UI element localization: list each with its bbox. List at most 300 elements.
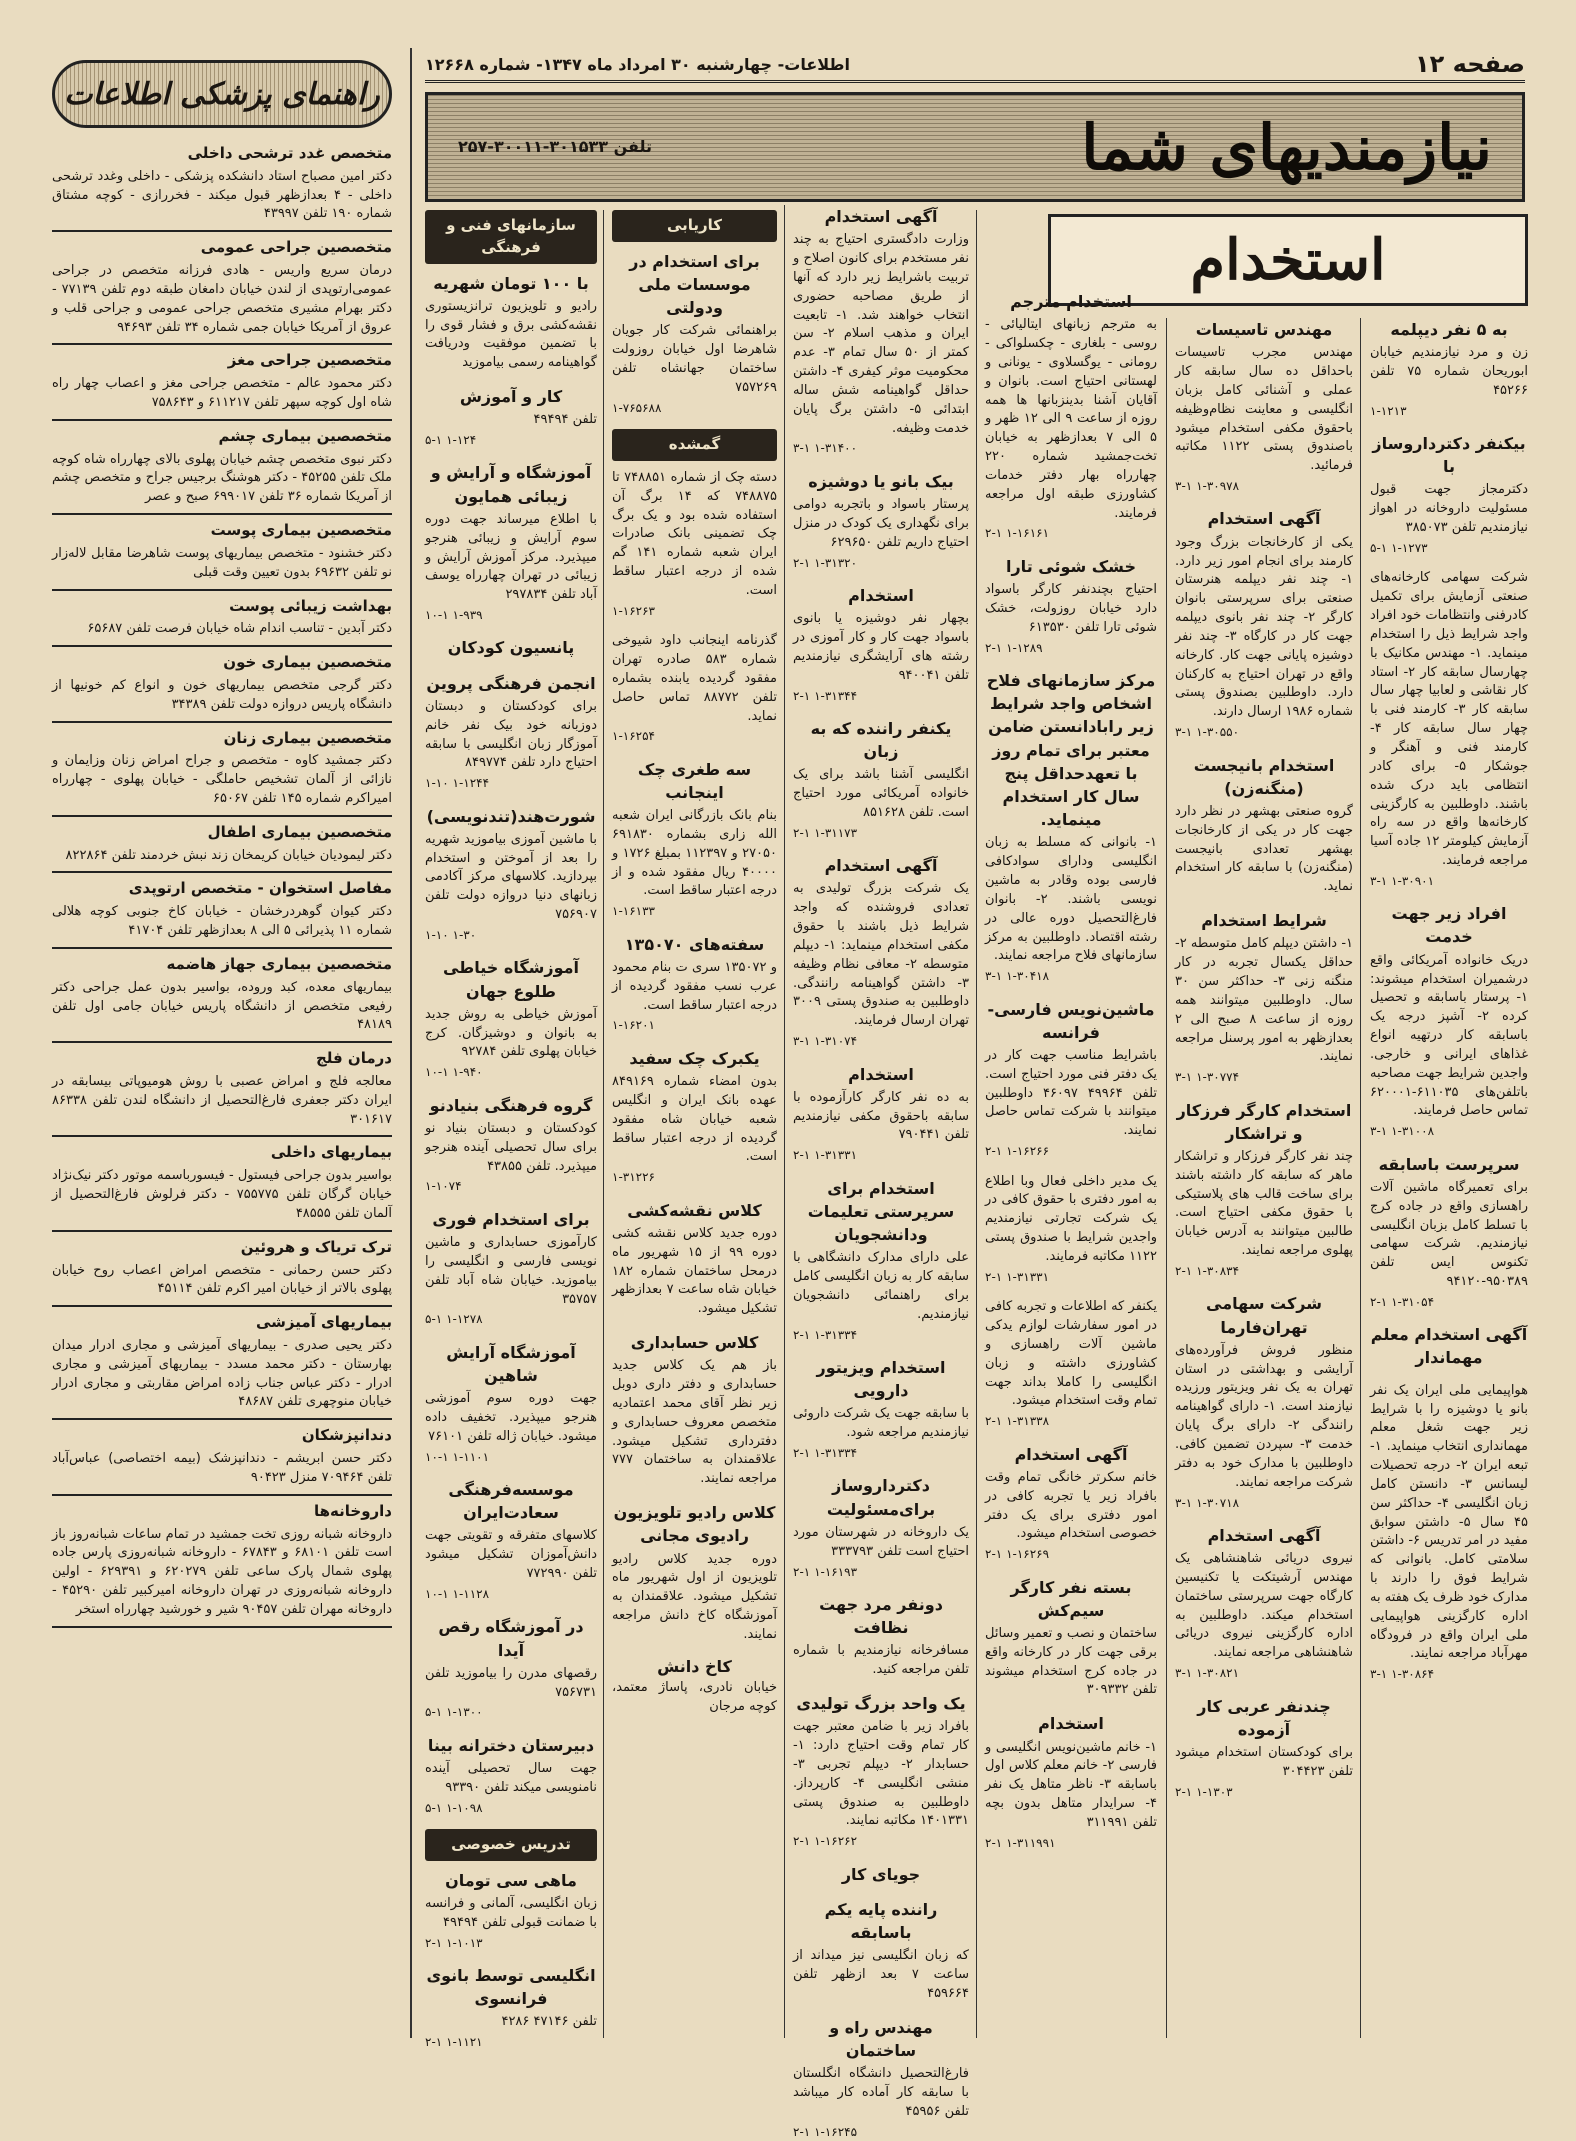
guide-entry [52, 723, 392, 817]
classified-ad [793, 1356, 969, 1462]
ad-title: آگهی استخدام [1014, 1444, 1128, 1464]
guide-entry [52, 1420, 392, 1495]
ad-code: ۱-۹۳۹ ۱۰-۱ [425, 608, 483, 623]
ad-title: برای استخدام در موسسات ملی ودولتی [629, 251, 760, 318]
ad-title: راننده پایه یکم باسابقه [824, 1899, 938, 1942]
guide-entry-body: دکتر لیمودیان خیابان کریمخان زند نبش خردمند تلفن ۸۲۲۸۶۴ [65, 847, 392, 863]
ad-body: یک داروخانه در شهرستان مورد احتیاج است تلفن ۳۳۳۷۹۳ [793, 1524, 969, 1559]
classified-ad [1370, 1153, 1528, 1312]
ad-body: گذرنامه اینجانب داود شیوخی شماره ۵۸۳ صادره تهران مفقود گردیده یابنده بشماره تلفن ۸۸۷۷۲ تماس حاصل نماید. [612, 633, 778, 724]
classified-ad [612, 758, 777, 921]
classified-ad [1370, 569, 1528, 890]
ad-body: یکنفر که اطلاعات و تجربه کافی در امور سفارشات لوازم یدکی ماشین آلات راهسازی و کشاورزی داشته و زبان انگلیسی را کاملا بداند جهت تمام وقت استخدام میشود. [985, 1299, 1157, 1409]
classified-ad [425, 1478, 597, 1603]
guide-entry-title: متخصصین جراحی عمومی [200, 238, 392, 257]
classified-ad [425, 1341, 597, 1466]
ad-title: استخدام کارگر فرزکار و تراشکار [1176, 1100, 1352, 1143]
ad-title: یک واحد بزرگ تولیدی [796, 1693, 966, 1713]
ad-title: کلاس حسابداری [630, 1333, 759, 1353]
ad-body: دسته چک از شماره ۷۴۸۸۵۱ تا ۷۴۸۸۷۵ که ۱۴ برگ آن استفاده شده بود و یک برگ چک تضمینی بانک صادرات ایران شعبه شماره ۱۴۱ گم شده از درجه اعتبار ساقط است. [612, 469, 778, 598]
ad-title: ماهی سی تومان [445, 1870, 577, 1890]
ad-title: جویای کار [841, 1864, 921, 1884]
guide-entry-title: متخصصین بیماری اطفال [207, 822, 392, 841]
ad-code: ۱-۱۲۸۹ ۲-۱ [985, 640, 1043, 655]
column-1 [1370, 318, 1528, 2038]
section-tab: سازمانهای فنی و فرهنگی [425, 210, 597, 264]
ad-title: آموزشگاه آرایش شاهین [446, 1342, 576, 1385]
ad-code: ۱-۳۱۰۵۴ ۲-۱ [1370, 1294, 1435, 1309]
guide-entry-body: دکتر جمشید کاوه - متخصص و جراح امراض زنان وزایمان و نازائی از آلمان تشخیص حاملگی - خیابان پهلوی - چهارراه امیراکرم شماره ۱۴۵ تلفن ۶۵۰۶۷ [52, 753, 392, 807]
ad-code: ۱-۳۰ ۱-۱۰ [425, 928, 477, 943]
classified-ad [612, 1657, 777, 1717]
ad-title: دونفر مرد جهت نظافت [819, 1594, 943, 1638]
ad-body: رقصهای مدرن را بیاموزید تلفن ۷۵۶۷۳۱ [425, 1665, 597, 1700]
ad-body: کارآموزی حسابداری و ماشین نویسی فارسی و انگلیسی را بیاموزید. خیابان شاه آباد تلفن ۳۵۷۵۷ [425, 1235, 597, 1307]
classified-ad [425, 805, 597, 945]
guide-entry-title: مفاصل استخوان - متخصص ارتوپدی [128, 879, 392, 898]
ad-title: چندنفر عربی کار آزموده [1197, 1696, 1331, 1739]
guide-entry [52, 873, 392, 948]
ad-body: مسافرخانه نیازمندیم با شماره تلفن مراجعه کنید. [793, 1643, 969, 1678]
ad-code: ۱-۳۱۱۹۹۱ ۲-۱ [985, 1835, 1056, 1850]
page-number: صفحه ۱۲ [1415, 50, 1525, 78]
ad-title: استخدام بانیجست (منگنه‌زن) [1193, 755, 1335, 798]
ad-title: شرکت سهامی تهران‌فارما [1206, 1294, 1322, 1337]
banner-phone: تلفن ۳۰۱۵۳۳-۳۰۰۱۱-۲۵۷ [458, 137, 653, 157]
classified-ad [793, 1474, 969, 1580]
ad-code: ۱-۱۲۴۴ ۱-۱۰ [425, 776, 490, 791]
ad-body: خانم سکرتر خانگی تمام وقت بافراد زیر یا تجربه کافی در امور دفتری برای یک دفتر خصوصی استخدام میشود. [985, 1469, 1157, 1542]
classified-ad [612, 933, 777, 1035]
guide-entry-body: داروخانه شبانه روزی تخت جمشید در تمام ساعات شبانه‌روز باز است تلفن ۶۸۱۰۱ و ۶۷۸۴۳ - داروخانه شبانه‌روزی پارس جاده پهلوی شمال پارک ساعی تلفن ۶۲۰۲۷۹ و ۶۲۹۳۹۱ - اولین داروخانه شبانه‌روزی در تهران داروخانه امیرکبیر تلفن ۴۵۲۹۰ - داروخانه مهران تلفن ۹۰۴۵۷ شیر و خورشید چهارراه استخر [52, 1526, 393, 1617]
ad-code: ۱-۱۶۲۶۲ ۲-۱ [793, 1834, 858, 1849]
classified-ad [793, 1692, 969, 1851]
ad-body: نیروی دریائی شاهنشاهی یک مهندس آرشیتکت یا تکنیسین کارگاه جهت سرپرستی ساختمان استخدام میکند. داوطلبین به اداره کارگزینی نیروی دریائی شاهنشاهی مراجعه نمایند. [1175, 1551, 1353, 1661]
ad-title: یکبرک چک سفید [629, 1048, 760, 1068]
guide-entry-title: بهداشت زیبائی پوست [229, 596, 392, 615]
classified-ad [425, 1615, 597, 1721]
ad-code: ۱-۹۴۰ ۱۰-۱ [425, 1065, 483, 1080]
ad-title: موسسه‌فرهنگی سعادت‌ایران [448, 1480, 574, 1523]
ad-title: در آموزشگاه رقص آیدا [438, 1617, 584, 1660]
section-tab: گمشده [612, 429, 777, 461]
medical-guide-title: راهنمای پزشکی اطلاعات [52, 60, 392, 128]
ad-title: گروه فرهنگی بنیادنو [429, 1095, 593, 1115]
classified-ad [793, 205, 969, 458]
ad-title: شرایط استخدام [1201, 911, 1327, 931]
ad-body: تلفن ۴۷۱۴۶ ۴۲۸۶ [501, 2014, 597, 2030]
ad-code: ۱-۳۱۲۲۶ [612, 1170, 656, 1185]
guide-entry-title: بیماریهای داخلی [270, 1143, 392, 1162]
ad-code: ۱-۱۶۲۶۹ ۲-۱ [985, 1547, 1050, 1562]
ad-title: استخدام [848, 1064, 914, 1084]
ad-title: انجمن فرهنگی پروین [426, 673, 596, 693]
ad-code: ۱-۳۰۷۱۸ ۳-۱ [1175, 1495, 1240, 1510]
guide-entry-body: دکتر کیوان گوهردرخشان - خیابان کاخ جنوبی کوچه هلالی شماره ۱۱ پذیرائی ۵ الی ۸ بعدازظهر تلفن ۴۱۷۰۴ [52, 904, 392, 939]
guide-entry-title: متخصصین بیماری جهاز هاضمه [166, 954, 392, 973]
ad-code: ۱-۱۲۷۸ ۵-۱ [425, 1312, 483, 1327]
classified-ad [1370, 318, 1528, 420]
guide-entry-title: متخصصین بیماری پوست [210, 521, 392, 540]
ad-code: ۱-۳۰۹۰۱ ۳-۱ [1370, 873, 1435, 888]
ad-code: ۱-۳۱۱۷۳ ۲-۱ [793, 825, 858, 840]
ad-title: مرکز سازمانهای فلاح اشخاص واجد شرایط زیر رابادانستن ضامن معتبر برای تمام روز با تعهدحداقل پنج سال کار استخدام مینماید. [986, 670, 1156, 830]
classified-ad [425, 1094, 597, 1196]
ad-code: ۱-۱۱۲۱ ۲-۱ [425, 2035, 483, 2050]
ad-title: یکنفر راننده که به زبان [810, 718, 952, 762]
ad-title: کار و آموزش [459, 387, 563, 407]
guide-entry [52, 1307, 392, 1420]
issue-info: اطلاعات- چهارشنبه ۳۰ امرداد ماه ۱۳۴۷- شماره ۱۲۶۶۸ [425, 54, 850, 74]
ad-code: ۱-۱۶۲۶۳ [612, 603, 656, 618]
guide-entry-title: ترک تریاک و هروئین [240, 1237, 392, 1256]
ad-body: گروه صنعتی بهشهر در نظر دارد جهت کار در یکی از کارخانجات بهشهر تعدادی بانیجست (منگنه‌زن) با سابقه کار استخدام نماید. [1175, 803, 1353, 895]
classified-ad [985, 1173, 1157, 1287]
banner-title: نیازمندیهای شما [1081, 110, 1492, 184]
guide-entry [52, 138, 392, 232]
ad-title: آگهی استخدام معلم مهماندار [1370, 1325, 1528, 1368]
ad-body: انگلیسی آشنا باشد برای یک خانواده آمریکائی مورد احتیاج است. تلفن ۸۵۱۶۲۸ [793, 767, 969, 820]
guide-entry-body: درمان سریع واریس - هادی فرزانه متخصص در جراحی عمومی‌ارتوپدی از لندن خیابان دامغان طبقه دوم تلفن ۷۷۱۳۹ - دکتر بهرام مشیری متخصص جراحی عمومی و جراحی قلب و عروق از آمریکا خیابان جمی شماره ۳۴ تلفن ۹۴۶۹۳ [52, 263, 392, 335]
ad-body: آموزش خیاطی به روش جدید به بانوان و دوشیزگان. کرج خیابان پهلوی تلفن ۹۲۷۸۴ [425, 1006, 597, 1060]
ad-body: ۱- خانم ماشین‌نویس انگلیسی و فارسی ۲- خانم معلم کلاس اول باسابقه ۳- ناظر متاهل یک نفر ۴- سرایدار متاهل بدون بچه تلفن ۳۱۱۹۹۱ [985, 1739, 1157, 1830]
ad-code: ۱-۳۰۸۳۴ ۲-۱ [1175, 1264, 1240, 1279]
guide-entry-body: دکتر خشنود - متخصص بیماریهای پوست شاهرضا مقابل لاله‌زار نو تلفن ۶۹۶۳۲ بدون تعیین وقت قبلی [52, 545, 392, 580]
ad-title: آگهی استخدام [824, 856, 938, 876]
ad-title: مهندس راه و ساختمان [829, 2017, 933, 2060]
ad-title: شورت‌هند(تندنویسی) [426, 806, 596, 826]
ad-code: ۱-۱۶۱۳۳ [612, 904, 656, 919]
classified-ad [612, 1047, 777, 1187]
ad-code: ۱-۱۳۰۳ ۲-۱ [1175, 1784, 1233, 1799]
ad-code: ۱-۳۱۳۳۸ ۲-۱ [985, 1414, 1050, 1429]
classified-ad [612, 632, 777, 746]
guide-entry-body: معالجه فلج و امراض عصبی با روش هومیوپاتی بیسابقه در ایران دکتر جعفری فارغ‌التحصیل از دانشگاه لندن تلفن ۸۶۳۳۸ ۳۰۱۶۱۷ [52, 1073, 392, 1127]
ad-title: آگهی استخدام [824, 207, 938, 226]
guide-entry-title: متخصص غدد ترشحی داخلی [187, 144, 392, 162]
guide-entry [52, 817, 392, 874]
ad-body: که زبان انگلیسی نیز میداند از ساعت ۷ بعد ازظهر تلفن ۴۵۹۶۶۴ [793, 1948, 969, 2001]
guide-entry-title: متخصصین بیماری زنان [223, 728, 392, 747]
classified-ad [1175, 754, 1353, 898]
ad-code: ۱-۱۶۲۵۴ [612, 729, 656, 744]
ad-code: ۱-۳۰۸۶۴ ۳-۱ [1370, 1667, 1435, 1682]
ad-title: آگهی استخدام [1207, 509, 1321, 529]
guide-entry-body: دکتر حسن رحمانی - متخصص امراض اعصاب روح خیابان پهلوی بالاتر از خیابان امیر اکرم تلفن ۴۵۱۱۴ [52, 1262, 392, 1297]
ad-code: ۱-۱۲۴ ۵-۱ [425, 433, 477, 448]
guide-entry-title: متخصصین بیماری خون [223, 653, 392, 672]
ad-body: ۱- داشتن دیپلم کامل متوسطه ۲- حداقل یکسال تجربه در کار منگنه زنی ۳- حداکثر سن ۳۰ سال. داوطلبین میتوانند همه روزه از ساعت ۸ صبح الی ۲ بعدازظهر به امور پرسنل مراجعه نمایند. [1175, 936, 1353, 1065]
ad-title: سه طغری چک اینجانب [637, 759, 752, 802]
ad-body: فارغ‌التحصیل دانشگاه انگلستان با سابقه کار آماده کار میباشد تلفن ۴۵۹۵۶ [793, 2066, 969, 2119]
ad-code: ۱-۳۱۳۳۴ ۲-۱ [793, 1446, 858, 1461]
ad-body: جهت سال تحصیلی آینده نامنویسی میکند تلفن ۹۳۳۹۰ [425, 1761, 597, 1795]
ad-code: ۱-۱۱۰۱ ۱۰-۱ [425, 1449, 490, 1464]
classified-ad [612, 1501, 777, 1645]
classified-ad [1370, 1382, 1528, 1684]
ad-title: خشک شوئی تارا [1005, 556, 1136, 576]
ad-body: با سابقه جهت یک شرکت داروئی نیازمندیم مراجعه شود. [793, 1406, 969, 1441]
classified-ad [793, 2016, 969, 2141]
classified-ad [425, 672, 597, 793]
classified-ad [425, 1734, 597, 1817]
ad-body: باشرایط مناسب جهت کار در یک دفتر فنی مورد احتیاج است. تلفن ۴۹۹۶۴ ۴۶۰۹۷ داوطلبین میتوانند با شرکت تماس حاصل نمایند. [985, 1047, 1158, 1139]
classified-ad [985, 1576, 1157, 1701]
guide-entry [52, 591, 392, 648]
ad-title: افراد زیر جهت خدمت [1391, 904, 1507, 947]
ad-body: باز هم یک کلاس جدید حسابداری و دفتر داری دوبل زیر نظر آقای محمد اعتمادیه متخصص معروف حسابداری و دفترداری تشکیل میشود. علاقمندان به ساختمان ۷۷۷ مراجعه نمایند. [612, 1358, 777, 1487]
guide-entry-title: متخصصین جراحی مغز [227, 351, 392, 370]
ad-code: ۱-۱۰۷۴ [425, 1179, 462, 1194]
ad-body: ۱- بانوانی که مسلط به زبان انگلیسی ودارای سوادکافی فارسی بوده وقادر به ماشین نویسی باشند. ۲- بانوان فارغ‌التحصیل دوره عالی در رشته اقتصاد. داوطلبین به مرکز سازمانهای فلاح مراجعه نمایند. [985, 835, 1157, 964]
classified-ad [612, 469, 777, 620]
classified-ad [985, 1298, 1157, 1430]
section-tab: تدریس خصوصی [425, 1829, 597, 1861]
guide-entry-body: دکتر حسن ابریشم - دندانپزشک (بیمه اختصاصی) عباس‌آباد تلفن ۷۰۹۴۶۴ منزل ۹۰۴۲۳ [52, 1451, 392, 1485]
guide-entry-body: دکتر آبدین - تناسب اندام شاه خیابان فرصت تلفن ۶۵۶۸۷ [87, 621, 392, 637]
ad-code: ۱-۳۱۳۳۴ ۲-۱ [793, 1327, 858, 1342]
ad-title: ماشین‌نویس فارسی-فرانسه [987, 999, 1155, 1042]
ad-body: منظور فروش فرآورده‌های آرایشی و بهداشتی در استان تهران به یک نفر ویزیتور ورزیده نیازمند است. ۱- دارای گواهینامه رانندگی ۲- دارای برگ پایان خدمت ۳- سپردن تضمین کافی. داوطلبین با مدارک خود به دفتر شرکت مراجعه نمایند. [1175, 1342, 1353, 1490]
ad-body: برای کودکستان و دبستان دوزبانه خود بیک نفر خانم آموزگار زبان انگلیسی با سابقه احتیاج دارد تلفن ۸۴۹۷۷۴ [425, 698, 597, 771]
classified-ad [793, 1063, 969, 1165]
classified-ad [793, 1898, 969, 2004]
ad-body: به ده نفر کارگر کارآزموده با سابقه باحقوق مکفی نیازمندیم تلفن ۷۹۰۴۴۱ [793, 1089, 969, 1143]
ad-title: استخدام مترجم [1010, 292, 1132, 311]
guide-entry-title: دندانپزشکان [301, 1426, 392, 1445]
ad-body: احتیاج بچندنفر کارگر باسواد دارد خیابان روزولت، خشک شوئی تارا تلفن ۶۱۳۵۳۰ [985, 582, 1157, 635]
ad-title: آموزشگاه خیاطی طلوع جهان [442, 958, 580, 1001]
guide-entry [52, 647, 392, 722]
classified-ad [425, 636, 597, 659]
column-4 [793, 205, 970, 2139]
ad-code: ۱-۷۶۵۶۸۸ [612, 400, 662, 415]
employment-section-title: استخدام [1048, 214, 1528, 306]
ad-code: ۱-۱۶۲۰۱ [612, 1018, 656, 1033]
ad-body: هواپیمایی ملی ایران یک نفر بانو یا دوشیزه را با شرایط زیر جهت شغل معلم مهمانداری انتخاب مینماید. ۱- تبعه ایران ۲- درجه تحصیلات لیسانس ۳- دانستن کامل زبان انگلیسی ۴- حداکثر سن ۴۵ سال ۵- داشتن سوابق مفید در امر تدریس ۶- داشتن سلامتی کامل. بانوانی که شرایط فوق را دارند با مدارک خود ظرف یک هفته به اداره کارگزینی هواپیمایی ملی ایران واقع در فرودگاه مهرآباد مراجعه نمایند. [1370, 1382, 1529, 1662]
classified-ad [1175, 909, 1353, 1086]
ad-body: کلاسهای متفرقه و تقویتی جهت دانش‌آموزان تشکیل میشود تلفن ۷۷۲۹۹۰ [425, 1528, 597, 1582]
classified-ad [425, 1964, 597, 2052]
classified-ad [793, 1177, 969, 1344]
ad-body: دوره جدید کلاس رادیو تلویزیون از اول شهریور ماه تشکیل میشود. علاقمندان به آموزشگاه کاخ دانش مراجعه نمایند. [612, 1551, 777, 1642]
classified-ad [985, 669, 1157, 986]
ad-title: دکترداروساز برای‌مسئولیت [826, 1476, 936, 1519]
ad-title: سفته‌های ۱۳۵۰۷۰ [624, 934, 765, 954]
ad-body: جهت دوره سوم آموزشی هنرجو میپذیرد. تخفیف داده میشود. خیابان ژاله تلفن ۷۶۱۰۱ [425, 1391, 597, 1444]
guide-entry-body: بواسیر بدون جراحی فیستول - فیسورباسمه موتور دکتر نیک‌نژاد خیابان گرگان تلفن ۷۵۵۷۷۵ - دکتر فرلوش فارغ‌التحصیل از آلمان تلفن ۴۸۵۵۵ [52, 1168, 392, 1221]
classified-ad [985, 998, 1157, 1161]
guide-entry-title: متخصصین بیماری چشم [218, 426, 392, 445]
classified-ad [612, 1199, 777, 1319]
ad-code: ۱-۱۱۲۸ ۱۰-۱ [425, 1586, 490, 1601]
medical-guide [52, 138, 392, 2038]
ad-code: ۱-۳۰۸۲۱ ۳-۱ [1175, 1666, 1240, 1681]
ad-code: ۱-۳۰۹۷۸ ۳-۱ [1175, 479, 1240, 494]
ad-body: مهندس مجرب تاسیسات باحداقل ده سال سابقه کار عملی و آشنائی کامل بزبان انگلیسی و معاینت نظام‌وظیفه باحقوق مکفی استخدام میشود باصندوق پستی ۱۱۲۲ مکاتبه فرمائید. [1175, 345, 1353, 474]
guide-entry-body: بیماریهای معده، کبد وروده، بواسیر بدون عمل جراحی دکتر رفیعی متخصص از دانشگاه پاریس خیابان جامی اول تلفن ۴۸۱۸۹ [52, 979, 392, 1033]
ad-code: ۱-۱۲۷۳ ۵-۱ [1370, 541, 1428, 556]
ad-code: ۱-۳۱۳۳۱ ۲-۱ [985, 1269, 1050, 1284]
classified-ad [793, 1863, 969, 1886]
ad-body: ساختمان و نصب و تعمیر وسائل برقی جهت کار در کارخانه واقع در جاده کرج استخدام میشوند تلفن ۳۰۹۳۳۲ [985, 1625, 1157, 1698]
classified-ad [425, 272, 597, 374]
guide-entry-body: دکتر یحیی صدری - بیماریهای آمیزشی و مجاری ادرار میدان بهارستان - دکتر محمد مسدد - بیماریهای آمیزشی و مجاری ادرار - دکتر عباس جناب زاده امراض مقاربتی و مجاری ادرار خیابان منوچهری تلفن ۴۸۶۸۷ [52, 1337, 392, 1410]
ad-title: انگلیسی توسط بانوی فرانسوی [426, 1966, 596, 2009]
ad-title: کلاس رادیو تلویزیون رادیوی مجانی [613, 1503, 776, 1546]
guide-entry-body: دکتر محمود عالم - متخصص جراحی مغز و اعصاب چهار راه شاه اول کوچه سپهر تلفن ۶۱۱۲۱۷ و ۷۵۸۶۴۳ [52, 376, 392, 410]
ad-body: یک شرکت بزرگ تولیدی به تعدادی فروشنده که واجد شرایط ذیل باشند با حقوق مکفی استخدام مینماید: ۱- دیپلم متوسطه ۲- معافی نظام وظیفه ۳- داشتن گواهینامه رانندگی. داوطلبین به صندوق پستی ۳۰۰۹ تهران ارسال فرمایند. [793, 881, 970, 1029]
ad-code: ۱-۱۶۱۹۳ ۲-۱ [793, 1564, 858, 1579]
classified-ad [425, 956, 597, 1081]
section-tab: کاریابی [612, 210, 777, 242]
guide-entry-body: دکتر نبوی متخصص چشم خیابان پهلوی بالای چهارراه شاه کوچه ملک تلفن ۴۵۲۵۵ - دکتر هوشنگ برجیس جراح و متخصص چشم از آمریکا شماره ۳۶ تلفن ۶۹۹۰۱۷ صبح و عصر [52, 451, 392, 505]
ad-code: ۱-۳۱۴۰۰ ۳-۱ [793, 441, 858, 456]
classified-ad [793, 717, 969, 842]
classified-ad [985, 1443, 1157, 1564]
ad-body: یک مدیر داخلی فعال وبا اطلاع به امور دفتری با حقوق کافی در یک شرکت تجارتی نیازمندیم واجدین شرایط با صندوق پستی ۱۱۲۲ مکاتبه فرمایند. [985, 1173, 1157, 1264]
ad-body: شرکت سهامی کارخانه‌های صنعتی آزمایش برای تکمیل کادرفنی وانتظامات خود افراد واجد شرایط ذیل را استخدام مینماید. ۱- مهندس مکانیک با چهارسال سابقه کار ۲- استاد کار نقاشی و لعابیا چهار سال سابقه کار ۳- کارمند فنی با چهار سال سابقه کار ۴- کارمند فنی و آهنگر و جوشکار ۵- برای کادر انتظامی باید درک شده باشند. داوطلبین به کارگزینی کارخانه‌ها واقع در سه راه آزمایش کیلومتر ۱۲ جاده آسیا مراجعه فرمایند. [1370, 570, 1529, 869]
ad-code: ۱-۱۶۲۴۵ ۲-۱ [793, 2124, 858, 2139]
ad-title: استخدام [848, 585, 914, 605]
ad-body: بافراد زیر با ضامن معتبر جهت کار تمام وقت احتیاج دارد: ۱- حسابدار ۲- دیپلم تجربی ۳- منشی انگلیسی ۴- کارپرداز. داوطلبین به صندوق پستی ۱۴۰۱۳۳۱ مکاتبه نمایند. [793, 1719, 969, 1829]
ad-title: آگهی استخدام [1207, 1525, 1321, 1545]
ad-code: ۱-۳۰۷۷۴ ۳-۱ [1175, 1070, 1240, 1085]
ad-body: با اطلاع میرساند جهت دوره سوم آرایش و زیبائی هنرجو میپذیرد. مرکز آموزش آرایش و زیبائی در تهران چهارراه یوسف آباد تلفن ۲۹۷۸۳۴ [425, 511, 597, 603]
ad-body: بچهار نفر دوشیزه یا بانوی باسواد جهت کار و کار آموزی در رشته های آرایشگری نیازمندیم تلفن ۹۴۰۰۴۱ [793, 611, 969, 683]
guide-entry-body: دکتر امین مصباح استاد دانشکده پزشکی - داخلی وغدد ترشحی داخلی - ۴ بعدازظهر قبول میکند - فخررازی - کوچه مشتاق شماره ۱۹۰ تلفن ۴۳۹۹۷ [52, 168, 392, 222]
classified-ad [1370, 1323, 1528, 1369]
ad-code: ۱-۳۱۰۰۸ ۳-۱ [1370, 1124, 1435, 1139]
ad-code: ۱-۳۱۳۳۱ ۲-۱ [793, 1148, 858, 1163]
classified-ad [793, 584, 969, 705]
guide-entry [52, 515, 392, 590]
classified-ad [1175, 1292, 1353, 1512]
classified-ad [1370, 902, 1528, 1140]
ad-code: ۱-۱۶۱۶۱ ۲-۱ [985, 526, 1050, 541]
column-6 [425, 210, 597, 2050]
classified-ad [425, 385, 597, 449]
ad-title: به ۵ نفر دیپلمه [1390, 320, 1508, 339]
ad-code: ۱-۱۳۰۰ ۵-۱ [425, 1705, 483, 1720]
ad-title: بیکنفر دکترداروساز با [1372, 434, 1526, 477]
column-3 [985, 290, 1157, 2038]
guide-entry [52, 1043, 392, 1137]
guide-entry [52, 1137, 392, 1231]
classified-ad [425, 1869, 597, 1952]
ad-code: ۱-۱۰۱۳ ۲-۱ [425, 1935, 483, 1950]
ad-body: بنام بانک بازرگانی ایران شعبه الله زاری بشماره ۶۹۱۸۳۰ ۲۷۰۵۰ و ۱۱۲۳۹۷ بمبلغ ۱۷۲۶ و ۴۰۰۰۰ ریال مفقود شده و از درجه اعتبار ساقط است. [612, 808, 778, 899]
guide-entry [52, 232, 392, 345]
ad-body: براهنمائی شرکت کار جویان شاهرضا اول خیابان روزولت ساختمان جهانشاه تلفن ۷۵۷۲۶۹ [612, 323, 777, 395]
classified-ad [425, 1208, 597, 1329]
ad-code: ۱-۱۶۲۶۶ ۲-۱ [985, 1144, 1050, 1159]
guide-entry-body: دکتر گرجی متخصص بیماریهای خون و انواع کم خونیها از دانشگاه پاریس دروازه دولت تلفن ۳۴۳۸۹ [52, 677, 392, 712]
guide-entry [52, 1232, 392, 1307]
ad-body: خیابان نادری، پاساژ معتمد، کوچه مرجان [612, 1679, 777, 1714]
ad-body: زن و مرد نیازمندیم خیابان ابوریحان شماره ۷۵ تلفن ۴۵۲۶۶ [1370, 345, 1529, 398]
ad-body: پرستار باسواد و باتجربه دوامی برای نگهداری یک کودک در منزل احتیاج داریم تلفن ۶۲۹۶۵۰ [793, 497, 969, 550]
ad-title: استخدام برای سرپرستی تعلیمات ودانشجویان [807, 1178, 955, 1245]
ad-body: یکی از کارخانجات بزرگ وجود کارمند برای انجام امور زیر دارد. ۱- چند نفر دیپلمه هنرستان صنعتی برای سرپرستی بانوان کارگر ۲- چند نفر بانوی دیپلمه جهت کار در کارگاه ۳- چند نفر دوشیزه پایانی جهت کار. کارخانه واقع در تهران احتیاج به کارکنان دارد. داوطلبین بصندوق پستی شماره ۱۹۸۶ ارسال دارند. [1175, 534, 1354, 720]
ad-body: تلفن ۴۹۴۹۴ [533, 412, 597, 428]
classified-ad [793, 470, 969, 572]
ad-title: پانسیون کودکان [447, 638, 575, 658]
ad-title: مهندس تاسیسات [1195, 320, 1333, 339]
page-header [425, 48, 1525, 83]
ad-title: دبیرستان دخترانه بینا [427, 1735, 595, 1755]
ad-body: دوره جدید کلاس نقشه کشی دوره ۹۹ از ۱۵ شهریور ماه درمحل ساختمان شماره ۱۸۲ خیابان شاه ساعت ۷ بعدازظهر تشکیل میشود. [612, 1225, 778, 1317]
ad-title: سرپرست باسابقه [1378, 1154, 1520, 1174]
ad-code: ۱-۳۰۴۱۸ ۳-۱ [985, 969, 1050, 984]
classified-ad [1175, 1524, 1353, 1683]
classified-ad [985, 290, 1157, 543]
ad-title: استخدام [1038, 1714, 1104, 1734]
ad-body: چند نفر کارگر فرزکار و تراشکار ماهر که سابقه کار داشته باشند برای ساخت قالب های پلاستیکی با حقوق مکفی احتیاج است. طالبین میتوانند به آدرس خیابان پهلوی مراجعه نمایند. [1175, 1148, 1353, 1259]
guide-entry-title: داروخانه‌ها [313, 1501, 392, 1520]
ad-body: دریک خانواده آمریکائی واقع درشمیران استخدام میشوند: ۱- پرستار باسابقه و تحصیل کرده ۲- آشپز درجه یک باسابقه کار درتهیه انواع غذاهای ایرانی و خارجی. واجدین شرایط جهت مصاحبه باتلفن‌های ۶۱۱۰۳۵-۶۲۰۰۰۱ تماس حاصل فرمایند. [1370, 952, 1528, 1119]
ad-body: به مترجم زبانهای ایتالیائی - روسی - بلغاری - چکسلواکی - رومانی - یوگسلاوی - یونانی و لهستانی احتیاج است. بانوان و آقایان آشنا بدینزبانها ها همه روزه از ساعت ۹ الی ۱۲ ظهر و ۵ الی ۷ بعدازظهر به خیابان تخت‌جمشید شماره ۲۲۰ چهارراه بهار دفتر خدمات کشاورزی طبقه اول مراجعه فرمایند. [985, 317, 1157, 521]
classified-ad [793, 854, 969, 1050]
ad-body: برای کودکستان استخدام میشود تلفن ۳۰۴۴۲۳ [1175, 1744, 1353, 1779]
ad-code: ۱-۳۰۵۵۰ ۳-۱ [1175, 725, 1240, 740]
classified-ad [793, 1593, 969, 1680]
ad-body: و ۱۳۵۰۷۲ سری ت بنام محمود عرب نسب مفقود گردیده از درجه اعتبار ساقط است. [612, 959, 777, 1013]
guide-entry [52, 949, 392, 1043]
classified-ad [985, 555, 1157, 657]
ad-title: بسته نفر کارگر سیم‌کش [1010, 1577, 1132, 1620]
ad-body: برای تعمیرگاه ماشین آلات راهسازی واقع در جاده کرج با تسلط کامل بزبان انگلیسی نیازمندیم. شرکت سهامی تکنوس ایس تلفن ۹۵۰۳۸۹-۹۴۱۲۰ [1370, 1179, 1528, 1290]
ad-body: کودکستان و دبستان بنیاد نو برای سال تحصیلی آینده هنرجو میپذیرد. تلفن ۴۳۸۵۵ [425, 1120, 597, 1174]
guide-entry [52, 1496, 392, 1628]
ad-code: ۱-۱۰۹۸ ۵-۱ [425, 1800, 483, 1815]
ad-title: با ۱۰۰ تومان شهریه [433, 273, 589, 293]
ad-code: ۱-۳۱۳۲۰ ۲-۱ [793, 555, 858, 570]
ad-title: کلاس نقشه‌کشی [627, 1200, 762, 1220]
ad-body: دکترمجاز جهت قبول مسئولیت داروخانه در اهواز نیازمندیم تلفن ۳۸۵۰۷۳ [1370, 482, 1528, 536]
guide-entry [52, 345, 392, 420]
ad-title: استخدام ویزیتور دارویی [816, 1357, 946, 1401]
classified-ad [1175, 318, 1353, 495]
ad-body: رادیو و تلویزیون ترانزیستوری نقشه‌کشی برق و فشار قوی را با تضمین موفقیت ودریافت گواهینامه رسمی بیاموزید [425, 298, 597, 371]
classified-ad [1370, 432, 1528, 557]
classified-ad [1175, 507, 1353, 741]
classified-ad [612, 250, 777, 417]
ad-title: برای استخدام فوری [432, 1209, 590, 1229]
classifieds-banner [425, 92, 1525, 202]
classified-ad [1175, 1099, 1353, 1281]
ad-title: آموزشگاه و آرایش و زیبائی همایون [430, 463, 592, 506]
ad-body: بدون امضاء شماره ۸۴۹۱۶۹ عهده بانک ایران و انگلیس شعبه خیابان شاه مفقود گردیده از درجه اعتبار ساقط است. [612, 1074, 777, 1165]
ad-body: با ماشین آموزی بیاموزید شهریه را بعد از آموختن و استخدام بپردازید. کلاسهای مرکز آکادمی زبانهای دنیا دروازه دولت تلفن ۷۵۶۹۰۷ [425, 831, 597, 923]
ad-code: ۱-۳۱۳۴۴ ۲-۱ [793, 688, 858, 703]
ad-code: ۱-۳۱۰۷۴ ۳-۱ [793, 1034, 858, 1049]
ad-body: زبان انگلیسی، آلمانی و فرانسه با ضمانت قبولی تلفن ۴۹۴۹۴ [425, 1896, 597, 1930]
ad-code: ۱-۱۲۱۳ [1370, 403, 1407, 418]
ad-title: کاخ دانش [657, 1656, 732, 1676]
guide-entry-title: درمان فلج [315, 1049, 392, 1068]
column-2 [1175, 318, 1353, 2038]
guide-entry-title: بیماریهای آمیزشی [255, 1313, 392, 1332]
classified-ad [985, 1712, 1157, 1852]
ad-body: وزارت دادگستری احتیاج به چند نفر مستخدم برای کانون اصلاح و تربیت باشرایط زیر دارد که آنها از طریق مصاحبه حضوری انتخاب خواهند شد. ۱- تابعیت ایران و مذهب اسلام ۲- سن کمتر از ۵۰ سال تمام ۳- عدم محکومیت موثر کیفری ۴- داشتن حداقل گواهینامه شش ساله ابتدائی ۵- داشتن برگ پایان خدمت وظیفه. [793, 232, 970, 436]
ad-title: بیک بانو یا دوشیزه [808, 471, 954, 491]
ad-body: علی دارای مدارک دانشگاهی با سابقه کار به زبان انگلیسی کامل برای راهنمائی دانشجویان نیازمندیم. [793, 1250, 969, 1322]
guide-entry [52, 421, 392, 515]
column-5 [612, 210, 777, 2038]
classified-ad [612, 1331, 777, 1489]
classified-ad [1175, 1695, 1353, 1801]
